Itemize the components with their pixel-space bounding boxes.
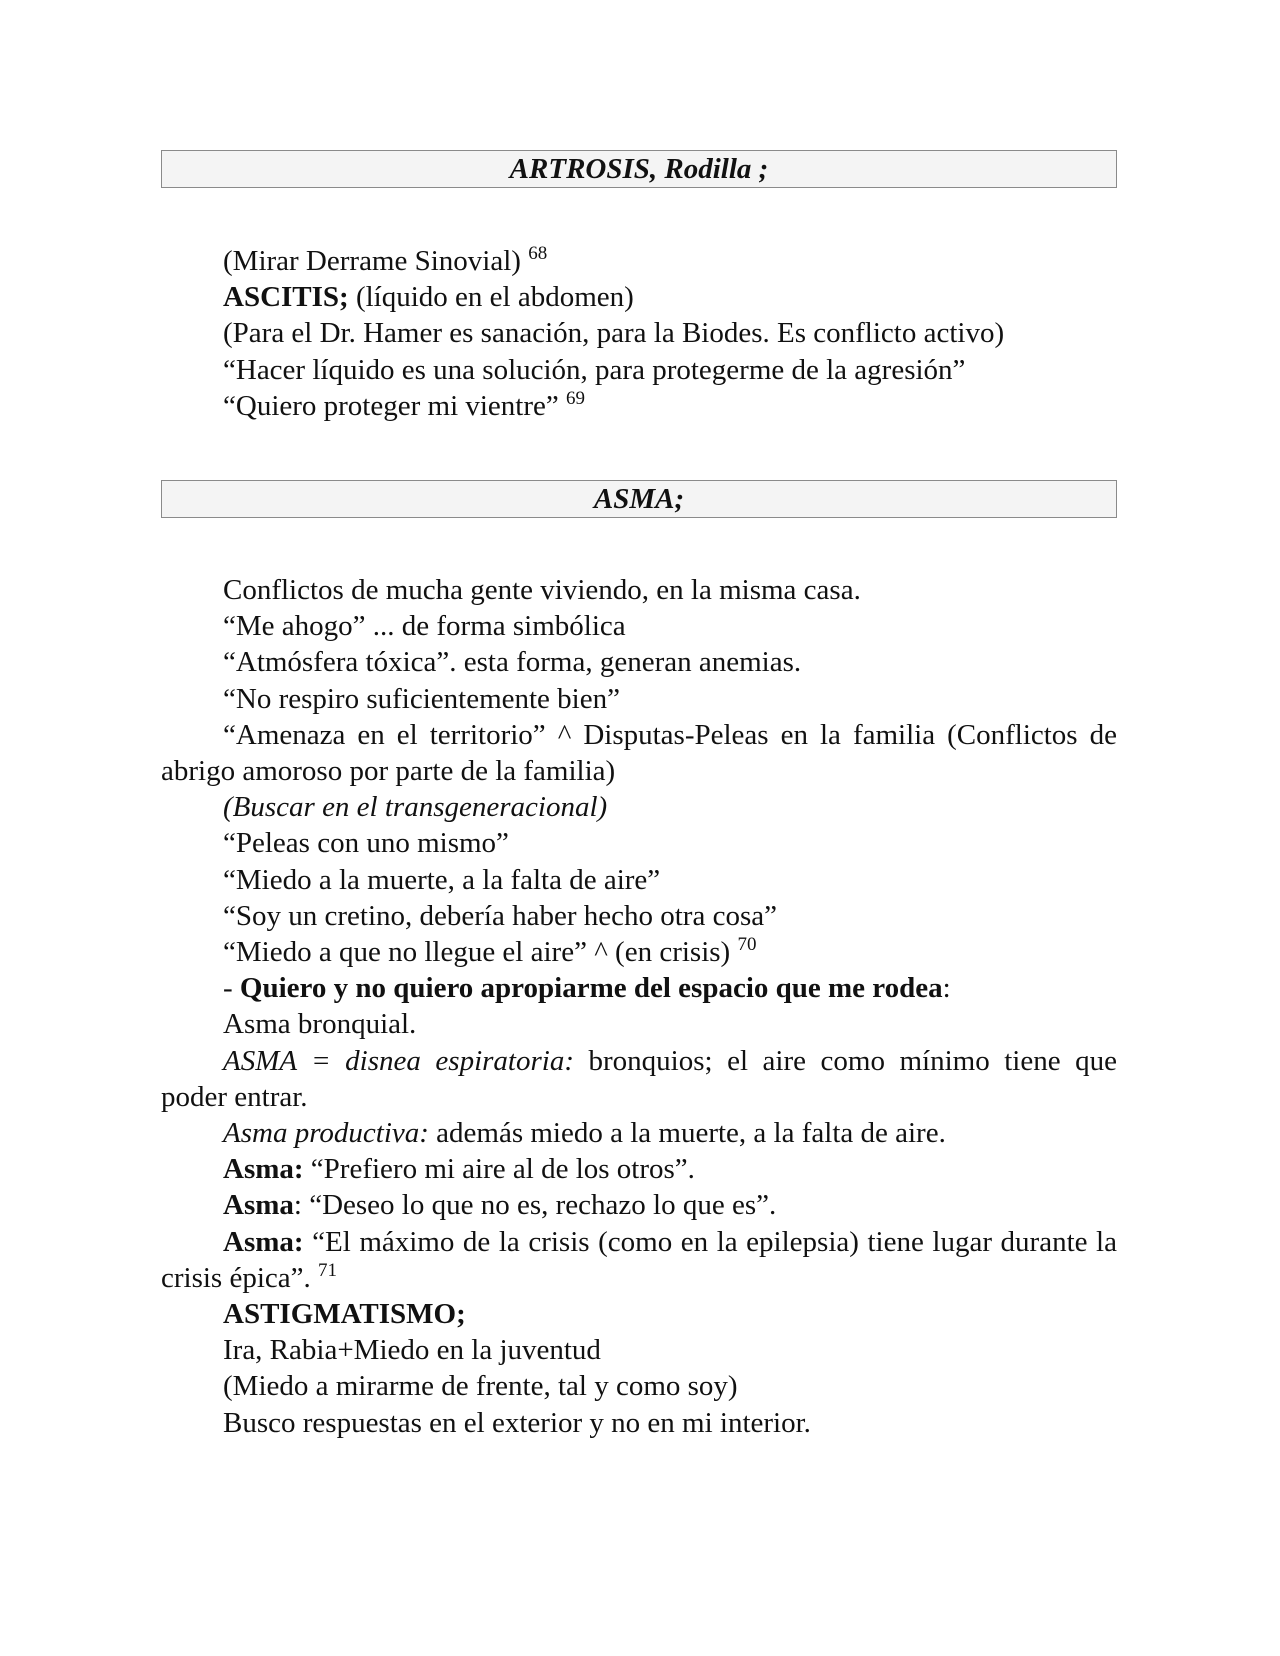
ascitis-subtitle: (líquido en el abdomen) [348,281,634,314]
heading-artrosis [161,150,1117,188]
astigmatismo-line-3: Busco respuestas en el exterior y no en mi interior. [223,1406,811,1439]
asma-line-1: Conflictos de mucha gente viviendo, en la misma casa. [223,574,861,606]
vientre-text: “Quiero proteger mi vientre” [223,389,559,422]
asma-line-7: “Peleas con uno mismo” [223,827,509,860]
asma-line-10-text: “Miedo a que no llegue el aire” ^ (en crisis) [223,936,731,969]
asma-line-15 [161,1151,1117,1187]
paragraph-vientre [161,388,1117,424]
asma-line-13-italic: ASMA = disnea espiratoria: [223,1044,574,1077]
asma-line-13 [161,1043,1117,1115]
asma-line-16-rest: : “Deseo lo que no es, rechazo lo que es”. [293,1189,777,1222]
asma-line-10 [161,934,1117,970]
footnote-ref-71: 71 [318,1259,338,1281]
artrosis-block [161,243,1117,424]
asma-line-12: Asma bronquial. [223,1008,417,1041]
footnote-ref-70: 70 [737,934,757,956]
asma-line-2: “Me ahogo” ... de forma simbólica [223,610,626,643]
asma-line-17-rest: “El máximo de la crisis (como en la epilepsia) tiene lugar durante la crisis épica”. [161,1225,1117,1294]
asma-line-15-bold: Asma: [223,1153,304,1186]
asma-line-14-italic: Asma productiva: [223,1117,429,1150]
asma-line-17 [161,1224,1117,1296]
astigmatismo-title: ASTIGMATISMO; [223,1298,466,1331]
heading-asma [161,480,1117,518]
asma-block [161,572,1117,1441]
asma-line-16-bold: Asma [223,1189,294,1222]
astigmatismo-line-1: Ira, Rabia+Miedo en la juventud [223,1334,601,1367]
asma-line-16 [161,1187,1117,1223]
paragraph-mirar [161,243,1117,279]
paragraph-ascitis [161,279,1117,315]
colon: : [942,972,951,1005]
ascitis-title: ASCITIS; [223,281,349,314]
mirar-text: (Mirar Derrame Sinovial) [223,245,521,277]
heading-artrosis-text: ARTROSIS, Rodilla ; [509,153,769,185]
asma-line-6: (Buscar en el transgeneracional) [223,791,608,824]
heading-asma-text: ASMA; [593,483,685,515]
asma-line-11-bold: Quiero y no quiero apropiarme del espacio que me rodea [239,972,943,1005]
footnote-ref-68: 68 [528,243,548,264]
footnote-ref-69: 69 [566,387,586,409]
asma-line-4: “No respiro suficientemente bien” [223,682,620,715]
asma-line-3: “Atmósfera tóxica”. esta forma, generan anemias. [223,646,802,679]
dash: - [223,972,240,1005]
asma-line-14 [161,1115,1117,1151]
paragraph-liquido: “Hacer líquido es una solución, para protegerme de la agresión” [223,353,966,386]
asma-line-8: “Miedo a la muerte, a la falta de aire” [223,863,661,896]
asma-line-9: “Soy un cretino, debería haber hecho otra cosa” [223,899,777,932]
asma-line-11 [161,970,1117,1006]
asma-line-17-bold: Asma: [223,1225,304,1258]
asma-line-14-rest: además miedo a la muerte, a la falta de aire. [428,1117,946,1150]
asma-line-13-rest: bronquios; el aire como mínimo tiene que poder entrar. [161,1044,1117,1113]
paragraph-hamer: (Para el Dr. Hamer es sanación, para la Biodes. Es conflicto activo) [223,317,1005,350]
asma-line-15-rest: “Prefiero mi aire al de los otros”. [303,1153,695,1186]
astigmatismo-line-2: (Miedo a mirarme de frente, tal y como soy) [223,1370,738,1403]
asma-line-5: “Amenaza en el territorio” ^ Disputas-Peleas en la familia (Conflictos de abrigo amoroso por parte de la familia) [161,718,1117,788]
